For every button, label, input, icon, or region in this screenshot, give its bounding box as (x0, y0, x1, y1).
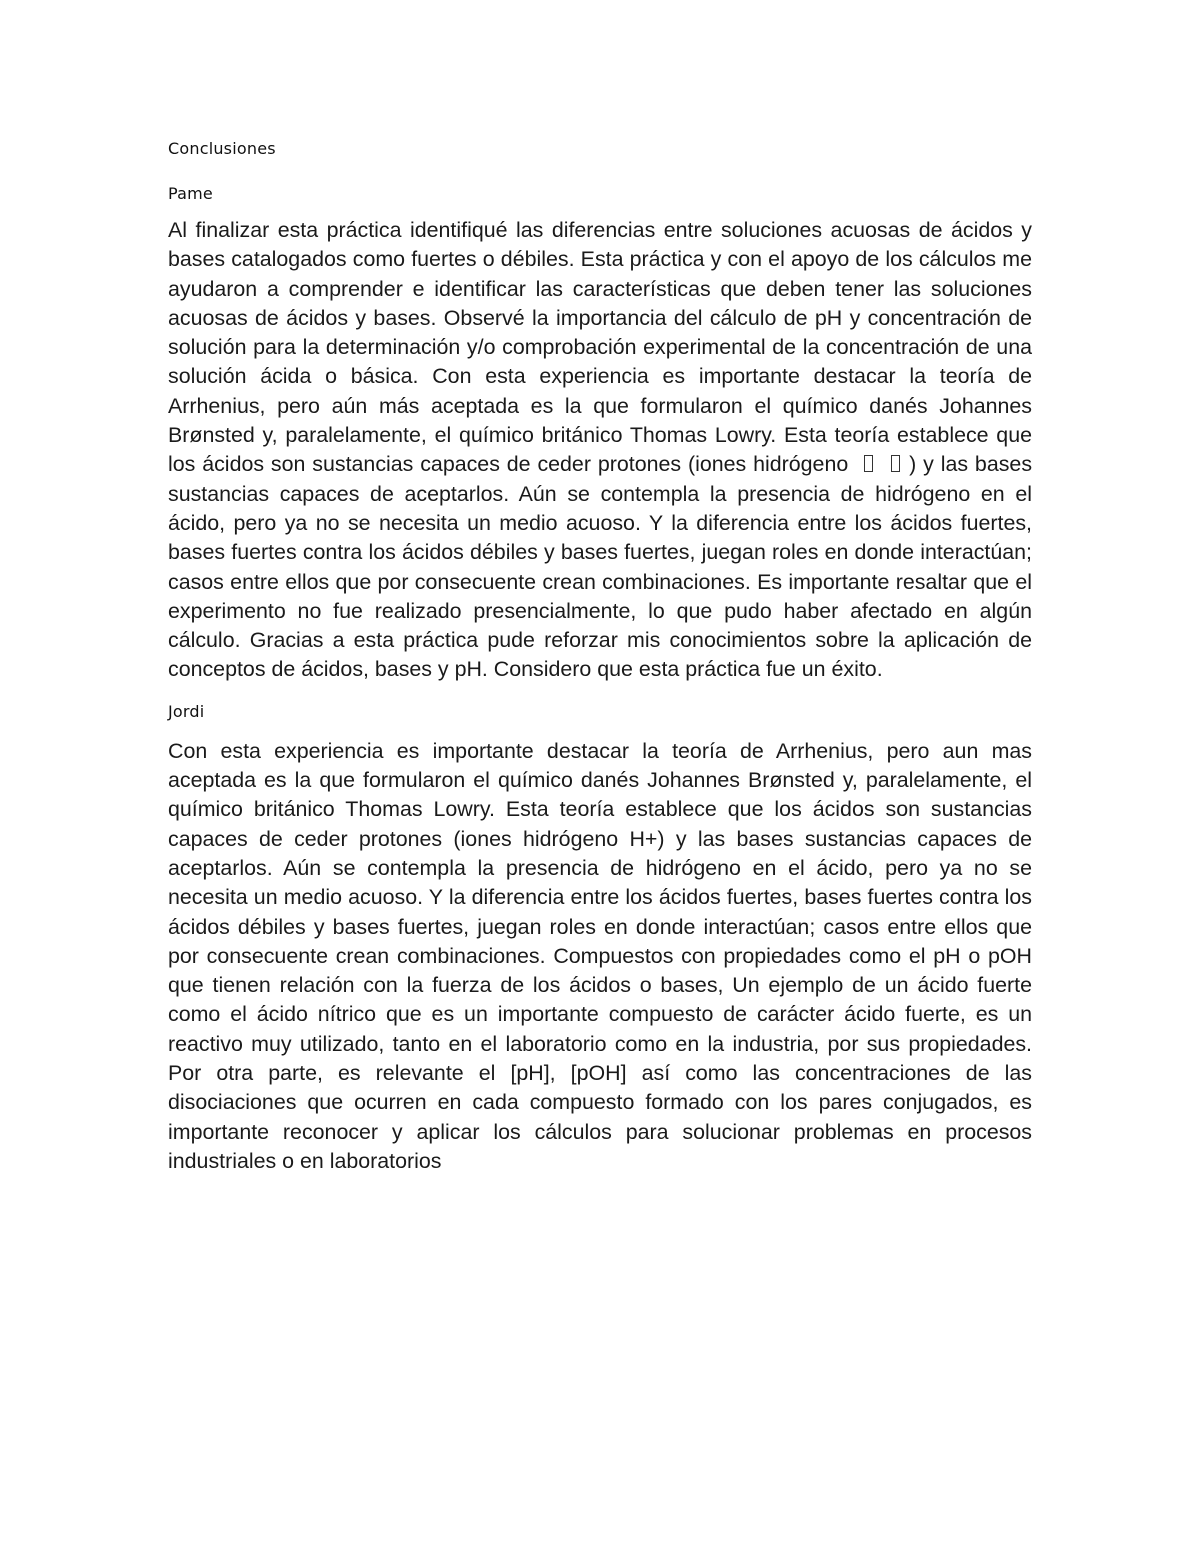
document-body (168, 138, 1032, 1176)
conclusion-paragraph-pame (168, 216, 1032, 685)
author-heading-jordi: Jordi (168, 701, 205, 721)
conclusion-paragraph-jordi: Con esta experiencia es importante destacar la teoría de Arrhenius, pero aun mas aceptada es la que formularon el químico danés Johannes Brønsted y, paralelamente, el químico británico Thomas Lowry. Esta teoría establece que los ácidos son sustancias capaces de ceder protones (iones hidrógeno H+) y las bases sustancias capaces de aceptarlos. Aún se contempla la presencia de hidrógeno en el ácido, pero ya no se necesita un medio acuoso. Y la diferencia entre los ácidos fuertes, bases fuertes contra los ácidos débiles y bases fuertes, juegan roles en donde interactúan; casos entre ellos que por consecuente crean combinaciones. Compuestos con propiedades como el pH o pOH que tienen relación con la fuerza de los ácidos o bases, Un ejemplo de un ácido fuerte como el ácido nítrico que es un importante compuesto de carácter ácido fuerte, es un reactivo muy utilizado, tanto en el laboratorio como en la industria, por sus propiedades. Por otra parte, es relevante el [pH], [pOH] así como las concentraciones de las disociaciones que ocurren en cada compuesto formado con los pares conjugados, es importante reconocer y aplicar los cálculos para solucionar problemas en procesos industriales o en laboratorios (168, 738, 1032, 1173)
document-title: Conclusiones (168, 139, 276, 158)
author-heading-pame: Pame (168, 184, 213, 203)
missing-glyph-icon (891, 455, 900, 472)
missing-glyph-icon (864, 455, 873, 472)
paragraph-text-part1: Al finalizar esta práctica identifiqué las diferencias entre soluciones acuosas de ácidos y bases catalogados como fuertes o débiles. Esta práctica y con el apoyo de los cálculos me ayudaron a comprender e identificar las características que deben tener las soluciones acuosas de ácidos y bases. Observé la importancia del cálculo de pH y concentración de solución para la determinación y/o comprobación experimental de la concentración de una solución ácida o básica. Con esta experiencia es importante destacar la teoría de Arrhenius, pero aún más aceptada es la que formularon el químico danés Johannes Brønsted y, paralelamente, el químico británico Thomas Lowry. Esta teoría establece que los ácidos son sustancias capaces de ceder protones (iones hidrógeno (168, 218, 1032, 477)
paragraph-text-part2: ) y las bases sustancias capaces de aceptarlos. Aún se contempla la presencia de hidrógeno en el ácido, pero ya no se necesita un medio acuoso. Y la diferencia entre los ácidos fuertes, bases fuertes contra los ácidos débiles y bases fuertes, juegan roles en donde interactúan; casos entre ellos que por consecuente crean combinaciones. Es importante resaltar que el experimento no fue realizado presencialmente, lo que pudo haber afectado en algún cálculo. Gracias a esta práctica pude reforzar mis conocimientos sobre la aplicación de conceptos de ácidos, bases y pH. Considero que esta práctica fue un éxito. (168, 452, 1033, 682)
